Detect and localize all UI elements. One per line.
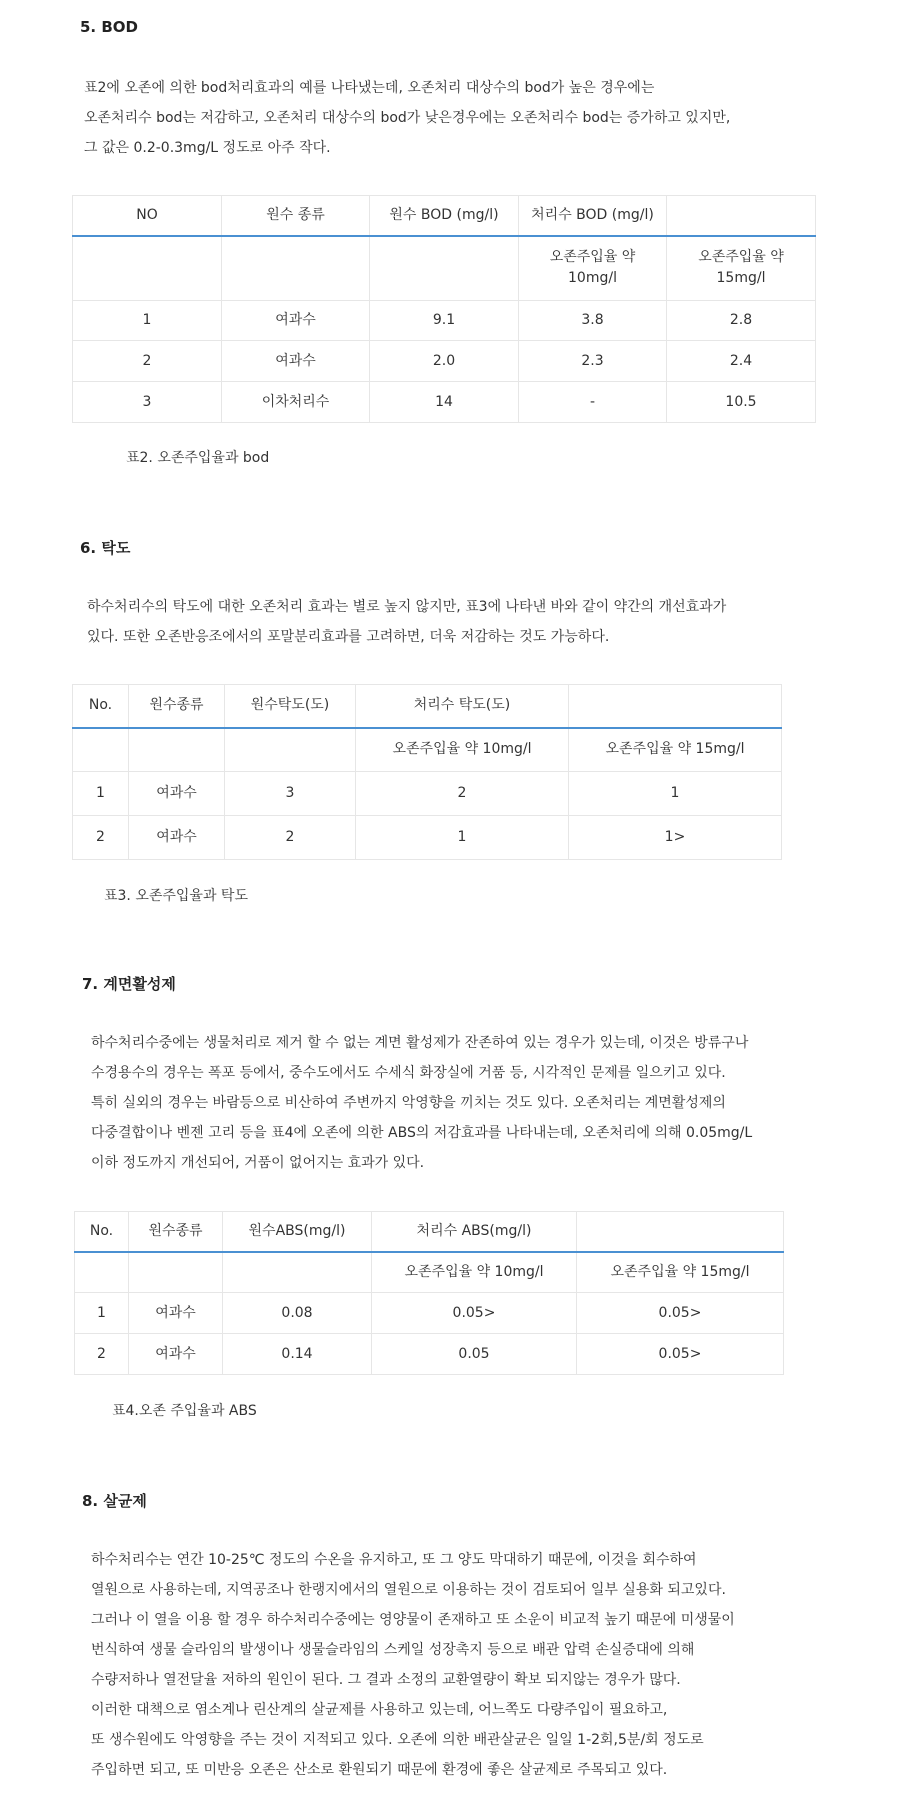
column-header: 원수종류: [129, 1212, 223, 1252]
table-cell: 2.0: [370, 341, 519, 382]
section-heading-disinfectant: 8. 살균제: [82, 1492, 147, 1510]
table-cell: 3: [225, 772, 356, 816]
table-cell: 10.5: [667, 382, 816, 423]
paragraph-line: 그러나 이 열을 이용 할 경우 하수처리수중에는 영양물이 존재하고 또 소운이 비교적 높기 때문에 미생물이: [91, 1612, 735, 1628]
table-row: [73, 816, 782, 860]
section-paragraph-disinfectant: [91, 1545, 891, 1785]
table-bod: [72, 195, 816, 423]
column-header: [577, 1212, 784, 1252]
table-cell: 오존주입율 약 10mg/l: [356, 728, 569, 772]
table-cell: [225, 728, 356, 772]
table-cell: 오존주입율 약 10mg/l: [372, 1252, 577, 1293]
table-turbidity: [72, 684, 782, 860]
column-header: 원수종류: [129, 685, 225, 728]
column-header: [667, 196, 816, 236]
table-cell: 14: [370, 382, 519, 423]
table-cell: 오존주입율 약 15mg/l: [569, 728, 782, 772]
column-header: NO: [73, 196, 222, 236]
paragraph-line: 표2에 오존에 의한 bod처리효과의 예를 나타냈는데, 오존처리 대상수의 bod가 높은 경우에는: [84, 80, 655, 96]
table-cell: 1: [75, 1293, 129, 1334]
paragraph-line: 이러한 대책으로 염소계나 린산계의 살균제를 사용하고 있는데, 어느쪽도 다량주입이 필요하고,: [91, 1702, 668, 1718]
table-caption: 표3. 오존주입율과 탁도: [104, 888, 248, 904]
table-header-row: [73, 196, 816, 236]
table-row: [73, 341, 816, 382]
section-heading-turbidity: 6. 탁도: [80, 539, 131, 557]
table-subheader-row: [75, 1252, 784, 1293]
section-heading-bod: 5. BOD: [80, 18, 138, 36]
table-row: [75, 1334, 784, 1375]
table-cell: 여과수: [222, 341, 370, 382]
table-header-row: [75, 1212, 784, 1252]
table-cell: 2: [356, 772, 569, 816]
column-header: 원수 종류: [222, 196, 370, 236]
table-cell: 2.4: [667, 341, 816, 382]
table-cell: 1>: [569, 816, 782, 860]
table-cell: 여과수: [129, 772, 225, 816]
paragraph-line: 다중결합이나 벤젠 고리 등을 표4에 오존에 의한 ABS의 저감효과를 나타내는데, 오존처리에 의해 0.05mg/L: [91, 1125, 753, 1141]
paragraph-line: 주입하면 되고, 또 미반응 오존은 산소로 환원되기 때문에 환경에 좋은 살균제로 주목되고 있다.: [91, 1762, 668, 1778]
column-header: 처리수 BOD (mg/l): [519, 196, 667, 236]
table-cell: 9.1: [370, 301, 519, 341]
table-cell: 여과수: [129, 1334, 223, 1375]
table-row: [75, 1293, 784, 1334]
table-cell: 0.05: [372, 1334, 577, 1375]
paragraph-line: 그 값은 0.2-0.3mg/L 정도로 아주 작다.: [84, 140, 331, 156]
table-cell: [75, 1252, 129, 1293]
section-heading-surfactant: 7. 계면활성제: [82, 975, 176, 993]
table-cell: 0.08: [223, 1293, 372, 1334]
table-cell: 3: [73, 382, 222, 423]
table-cell: [129, 1252, 223, 1293]
table-subheader-row: [73, 728, 782, 772]
table-row: [73, 772, 782, 816]
table-cell: -: [519, 382, 667, 423]
table-cell: 1: [73, 772, 129, 816]
table-cell: 여과수: [222, 301, 370, 341]
paragraph-line: 이하 정도까지 개선되어, 거품이 없어지는 효과가 있다.: [91, 1155, 425, 1171]
table-caption: 표2. 오존주입율과 bod: [126, 450, 270, 466]
table-cell: 1: [356, 816, 569, 860]
table-cell: 2.3: [519, 341, 667, 382]
table-cell: 오존주입율 약 10mg/l: [519, 236, 667, 301]
paragraph-line: 하수처리수의 탁도에 대한 오존처리 효과는 별로 높지 않지만, 표3에 나타낸 바와 같이 약간의 개선효과가: [87, 599, 727, 615]
table-header-row: [73, 685, 782, 728]
table-row: [73, 301, 816, 341]
paragraph-line: 수량저하나 열전달율 저하의 원인이 된다. 그 결과 소정의 교환열량이 확보 되지않는 경우가 많다.: [91, 1672, 681, 1688]
table-cell: [73, 236, 222, 301]
paragraph-line: 또 생수원에도 악영향을 주는 것이 지적되고 있다. 오존에 의한 배관살균은 일일 1-2회,5분/회 정도로: [91, 1732, 704, 1748]
table-cell: 여과수: [129, 816, 225, 860]
section-paragraph-surfactant: [91, 1028, 891, 1178]
paragraph-line: 하수처리수중에는 생물처리로 제거 할 수 없는 계면 활성제가 잔존하여 있는 경우가 있는데, 이것은 방류구나: [91, 1035, 749, 1051]
paragraph-line: 있다. 또한 오존반응조에서의 포말분리효과를 고려하면, 더욱 저감하는 것도 가능하다.: [87, 629, 610, 645]
section-paragraph-turbidity: [87, 592, 887, 652]
table-cell: 0.05>: [577, 1293, 784, 1334]
column-header: 처리수 ABS(mg/l): [372, 1212, 577, 1252]
table-cell: 2: [75, 1334, 129, 1375]
table-cell: 2: [225, 816, 356, 860]
table-subheader-row: [73, 236, 816, 301]
table-cell: 2.8: [667, 301, 816, 341]
column-header: 원수 BOD (mg/l): [370, 196, 519, 236]
table-abs: [74, 1211, 784, 1375]
column-header: No.: [73, 685, 129, 728]
column-header: 원수ABS(mg/l): [223, 1212, 372, 1252]
paragraph-line: 오존처리수 bod는 저감하고, 오존처리 대상수의 bod가 낮은경우에는 오존처리수 bod는 증가하고 있지만,: [84, 110, 731, 126]
section-paragraph-bod: [84, 73, 884, 163]
column-header: [569, 685, 782, 728]
table-cell: 1: [569, 772, 782, 816]
column-header: 원수탁도(도): [225, 685, 356, 728]
table-cell: [129, 728, 225, 772]
paragraph-line: 수경용수의 경우는 폭포 등에서, 중수도에서도 수세식 화장실에 거품 등, 시각적인 문제를 일으키고 있다.: [91, 1065, 726, 1081]
table-cell: [73, 728, 129, 772]
table-cell: [222, 236, 370, 301]
table-cell: 3.8: [519, 301, 667, 341]
table-cell: 0.05>: [372, 1293, 577, 1334]
table-cell: 오존주입율 약 15mg/l: [577, 1252, 784, 1293]
paragraph-line: 특히 실외의 경우는 바람등으로 비산하여 주변까지 악영향을 끼치는 것도 있다. 오존처리는 계면활성제의: [91, 1095, 726, 1111]
table-cell: 이차처리수: [222, 382, 370, 423]
table-cell: [223, 1252, 372, 1293]
table-cell: [370, 236, 519, 301]
table-cell: 0.05>: [577, 1334, 784, 1375]
table-cell: 1: [73, 301, 222, 341]
paragraph-line: 하수처리수는 연간 10-25℃ 정도의 수온을 유지하고, 또 그 양도 막대하기 때문에, 이것을 회수하여: [91, 1552, 697, 1568]
table-cell: 여과수: [129, 1293, 223, 1334]
table-row: [73, 382, 816, 423]
column-header: 처리수 탁도(도): [356, 685, 569, 728]
column-header: No.: [75, 1212, 129, 1252]
table-cell: 2: [73, 816, 129, 860]
table-caption: 표4.오존 주입율과 ABS: [112, 1403, 257, 1419]
table-cell: 0.14: [223, 1334, 372, 1375]
paragraph-line: 번식하여 생물 슬라임의 발생이나 생물슬라임의 스케일 성장촉지 등으로 배관 압력 손실증대에 의해: [91, 1642, 695, 1658]
table-cell: 오존주입율 약 15mg/l: [667, 236, 816, 301]
table-cell: 2: [73, 341, 222, 382]
paragraph-line: 열원으로 사용하는데, 지역공조나 한랭지에서의 열원으로 이용하는 것이 검토되어 일부 실용화 되고있다.: [91, 1582, 726, 1598]
